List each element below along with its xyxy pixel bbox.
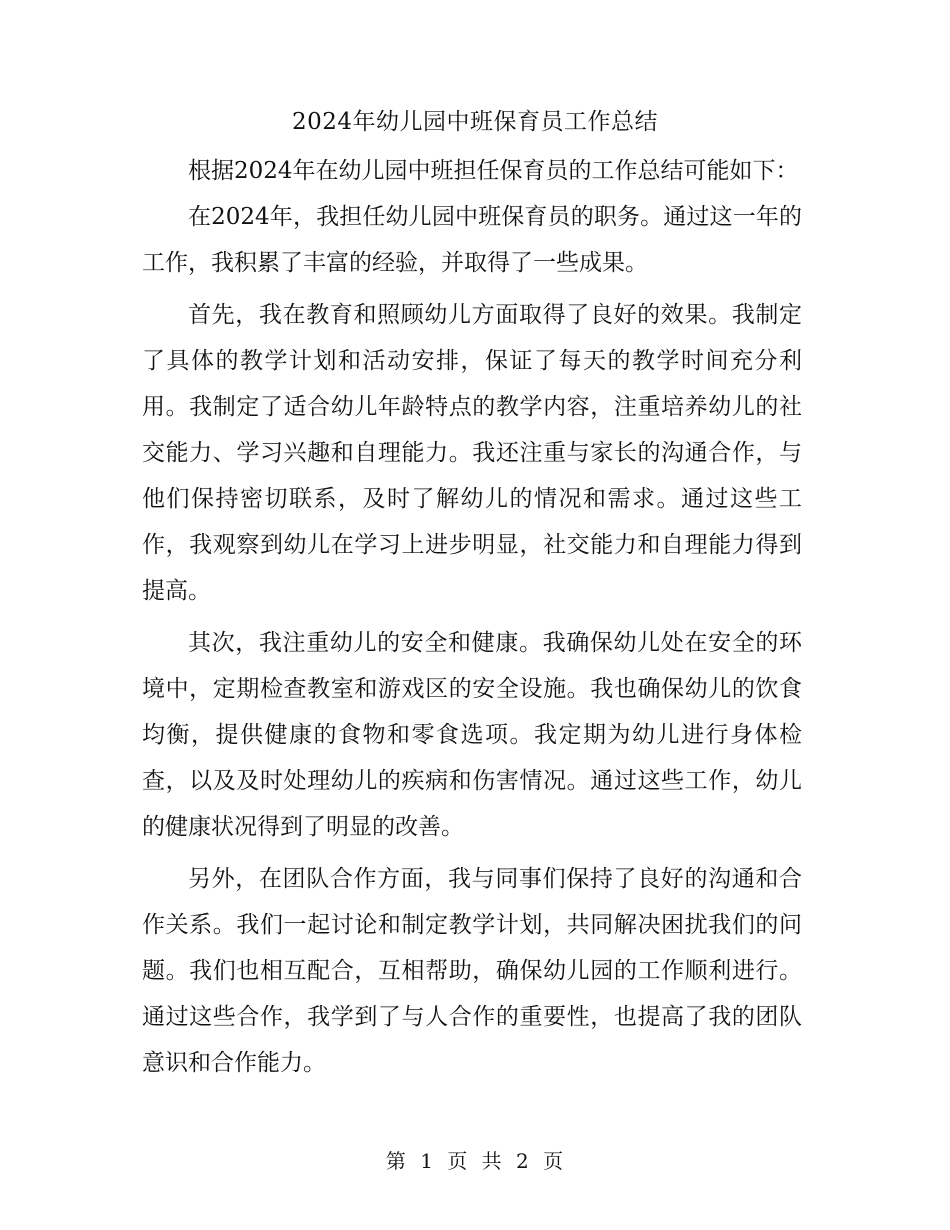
document-title: 2024年幼儿园中班保育员工作总结: [291, 109, 659, 135]
paragraph-safety-health: 其次，我注重幼儿的安全和健康。我确保幼儿处在安全的环境中，定期检查教室和游戏区的安全设施。我也确保幼儿的饮食均衡，提供健康的食物和零食选项。我定期为幼儿进行身体检查，以及及时处理幼儿的疾病和伤害情况。通过这些工作，幼儿的健康状况得到了明显的改善。: [142, 630, 802, 840]
paragraph-education: 首先，我在教育和照顾幼儿方面取得了良好的效果。我制定了具体的教学计划和活动安排，保证了每天的教学时间充分利用。我制定了适合幼儿年龄特点的教学内容，注重培养幼儿的社交能力、学习兴趣和自理能力。我还注重与家长的沟通合作，与他们保持密切联系，及时了解幼儿的情况和需求。通过这些工作，我观察到幼儿在学习上进步明显，社交能力和自理能力得到提高。: [142, 302, 802, 604]
document-body: [142, 148, 802, 1086]
page-number-footer: 第 1 页 共 2 页: [385, 1149, 565, 1173]
paragraph-overview: 在2024年，我担任幼儿园中班保育员的职务。通过这一年的工作，我积累了丰富的经验，并取得了一些成果。: [142, 204, 802, 276]
paragraph-intro: 根据2024年在幼儿园中班担任保育员的工作总结可能如下：: [188, 158, 799, 184]
paragraph-teamwork: 另外，在团队合作方面，我与同事们保持了良好的沟通和合作关系。我们一起讨论和制定教学计划，共同解决困扰我们的问题。我们也相互配合，互相帮助，确保幼儿园的工作顺利进行。通过这些合作，我学到了与人合作的重要性，也提高了我的团队意识和合作能力。: [142, 866, 802, 1076]
